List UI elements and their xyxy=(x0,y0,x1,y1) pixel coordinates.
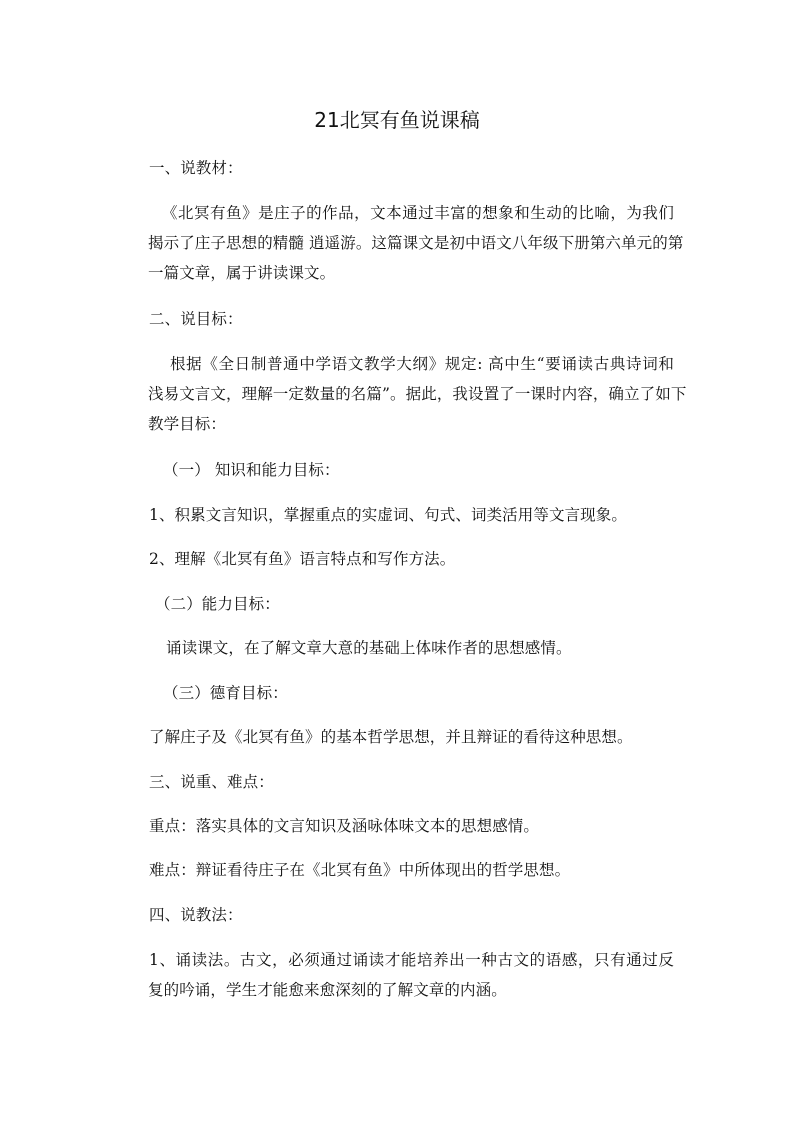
section-heading-teaching-methods: 四、说教法： xyxy=(149,906,243,924)
goals-paragraph-line-3: 教学目标： xyxy=(148,415,227,433)
difficult-point-text: 难点：辩证看待庄子在《北冥有鱼》中所体现出的哲学思想。 xyxy=(149,861,571,879)
section-heading-goals: 二、说目标： xyxy=(149,310,243,328)
subheading-knowledge-goals: （一） 知识和能力目标： xyxy=(163,461,340,479)
section-heading-key-points: 三、说重、难点： xyxy=(149,773,274,791)
key-point-text: 重点：落实具体的文言知识及涵咏体味文本的思想感情。 xyxy=(149,817,540,835)
teaching-method-item-1-line-2: 复的吟诵，学生才能愈来愈深刻的了解文章的内涵。 xyxy=(148,981,507,999)
textbook-paragraph-line-2: 揭示了庄子思想的精髓 逍遥游。这篇课文是初中语文八年级下册第六单元的第 xyxy=(148,234,684,252)
textbook-paragraph-line-1: 《北冥有鱼》是庄子的作品，文本通过丰富的想象和生动的比喻，为我们 xyxy=(162,204,674,222)
goals-paragraph-line-2: 浅易文言文，理解一定数量的名篇”。据此，我设置了一课时内容，确立了如下 xyxy=(148,385,687,403)
teaching-method-item-1-line-1: 1、诵读法。古文，必须通过诵读才能培养出一种古文的语感，只有通过反 xyxy=(149,951,674,969)
section-heading-textbook: 一、说教材： xyxy=(149,159,243,177)
subheading-ability-goals: （二）能力目标： xyxy=(155,595,280,613)
subheading-moral-goals: （三）德育目标： xyxy=(163,684,288,702)
knowledge-goal-item-2: 2、理解《北冥有鱼》语言特点和写作方法。 xyxy=(149,550,456,568)
goals-paragraph-line-1: 根据《全日制普通中学语文教学大纲》规定: 高中生“要诵读古典诗词和 xyxy=(170,355,674,373)
knowledge-goal-item-1: 1、积累文言知识，掌握重点的实虚词、句式、词类活用等文言现象。 xyxy=(149,506,627,524)
textbook-paragraph-line-3: 一篇文章，属于讲读课文。 xyxy=(148,264,336,282)
page-title: 21北冥有鱼说课稿 xyxy=(314,108,480,132)
moral-goal-text: 了解庄子及《北冥有鱼》的基本哲学思想，并且辩证的看待这种思想。 xyxy=(149,728,633,746)
ability-goal-text: 诵读课文，在了解文章大意的基础上体味作者的思想感情。 xyxy=(166,639,572,657)
